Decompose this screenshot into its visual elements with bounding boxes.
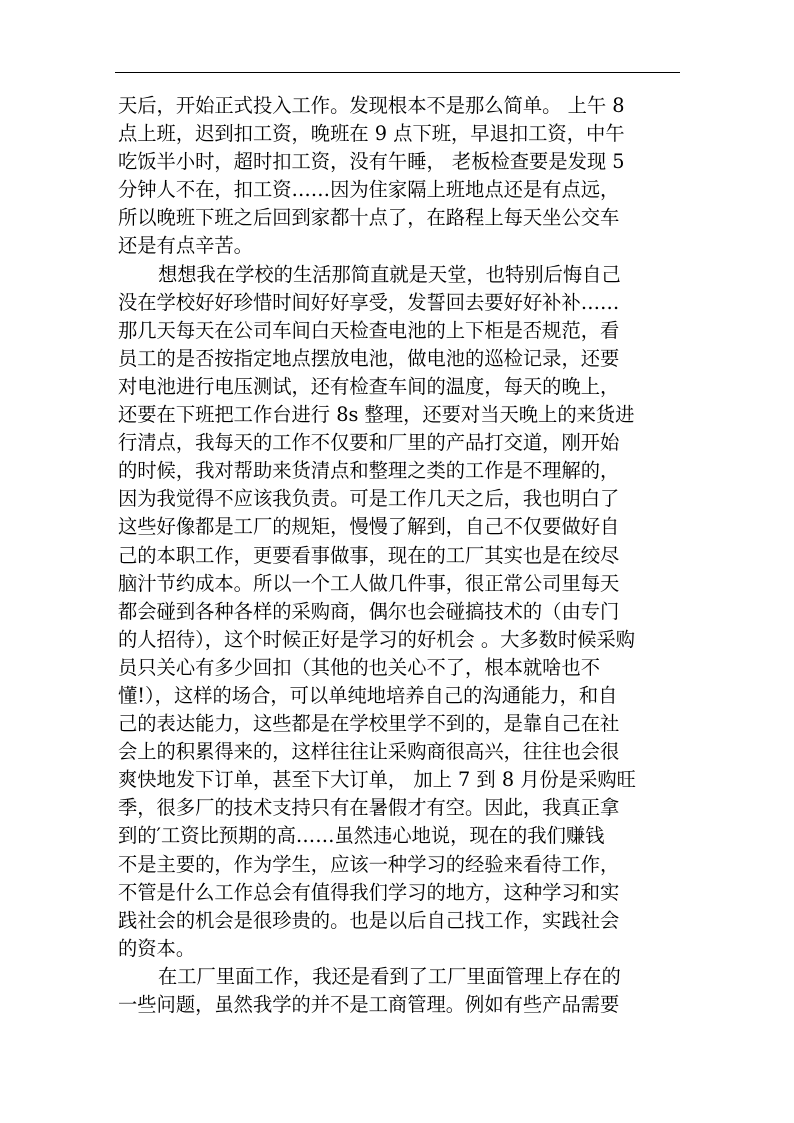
text-line: 对电池进行电压测试，还有检查车间的温度，每天的晚上， bbox=[118, 374, 620, 398]
text-line: 都会碰到各种各样的采购商，偶尔也会碰搞技术的（由专门 bbox=[118, 599, 620, 623]
text-line: 到的′工资比预期的高……虽然违心地说，现在的我们赚钱 bbox=[118, 824, 605, 848]
text-line: 的时候，我对帮助来货清点和整理之类的工作是不理解的， bbox=[118, 459, 620, 483]
text-line: 这些好像都是工厂的规矩，慢慢了解到，自己不仅要做好自 bbox=[118, 515, 620, 539]
text-line: 行清点，我每天的工作不仅要和厂里的产品打交道，刚开始 bbox=[118, 431, 620, 455]
text-line: 脑汁节约成本。所以一个工人做几件事，很正常公司里每天 bbox=[118, 571, 620, 595]
text-line: 还是有点辛苦。 bbox=[118, 234, 253, 258]
text-line: 践社会的机会是很珍贵的。也是以后自己找工作，实践社会 bbox=[118, 908, 620, 932]
text-line: 员工的是否按指定地点摆放电池，做电池的巡检记录，还要 bbox=[118, 346, 620, 370]
paragraph-first-line: 想想我在学校的生活那简直就是天堂，也特别后悔自己 bbox=[158, 262, 621, 286]
text-line: 不管是什么工作总会有值得我们学习的地方，这种学习和实 bbox=[118, 880, 620, 904]
text-line: 点上班，迟到扣工资，晚班在 9 点下班，早退扣工资，中午 bbox=[118, 122, 625, 146]
text-line: 那几天每天在公司车间白天检查电池的上下柜是否规范，看 bbox=[118, 318, 620, 342]
text-line: 所以晚班下班之后回到家都十点了，在路程上每天坐公交车 bbox=[118, 206, 620, 230]
header-rule bbox=[115, 72, 680, 73]
text-line: 员只关心有多少回扣（其他的也关心不了，根本就啥也不 bbox=[118, 655, 601, 679]
text-line: 没在学校好好珍惜时间好好享受，发誓回去要好好补补…… bbox=[118, 290, 620, 314]
text-line: 分钟人不在，扣工资……因为住家隔上班地点还是有点远， bbox=[118, 178, 620, 202]
text-line: 会上的积累得来的，这样往往让采购商很高兴，往往也会很 bbox=[118, 740, 620, 764]
text-line: 吃饭半小时，超时扣工资，没有午睡， 老板检查要是发现 5 bbox=[118, 150, 625, 174]
text-line: 因为我觉得不应该我负责。可是工作几天之后，我也明白了 bbox=[118, 487, 620, 511]
document-body bbox=[118, 92, 674, 1019]
text-line: 的人招待），这个时候正好是学习的好机会 。大多数时候采购 bbox=[118, 627, 636, 651]
text-line: 季，很多厂的技术支持只有在暑假才有空。因此，我真正拿 bbox=[118, 796, 620, 820]
text-line: 爽快地发下订单，甚至下大订单， 加上 7 到 8 月份是采购旺 bbox=[118, 768, 636, 792]
text-line: 己的本职工作，更要看事做事，现在的工厂其实也是在绞尽 bbox=[118, 543, 620, 567]
text-line: 不是主要的，作为学生，应该一种学习的经验来看待工作， bbox=[118, 852, 620, 876]
text-line: 己的表达能力，这些都是在学校里学不到的，是靠自己在社 bbox=[118, 712, 620, 736]
text-line: 的资本。 bbox=[118, 936, 196, 960]
text-line: 懂!），这样的场合，可以单纯地培养自己的沟通能力，和自 bbox=[118, 683, 618, 707]
text-line: 还要在下班把工作台进行 8s 整理，还要对当天晚上的来货进 bbox=[118, 403, 635, 427]
paragraph-first-line: 在工厂里面工作，我还是看到了工厂里面管理上存在的 bbox=[158, 964, 621, 988]
text-line: 天后，开始正式投入工作。发现根本不是那么简单。 上午 8 bbox=[118, 94, 625, 117]
text-line: 一些问题，虽然我学的并不是工商管理。例如有些产品需要 bbox=[118, 993, 620, 1016]
